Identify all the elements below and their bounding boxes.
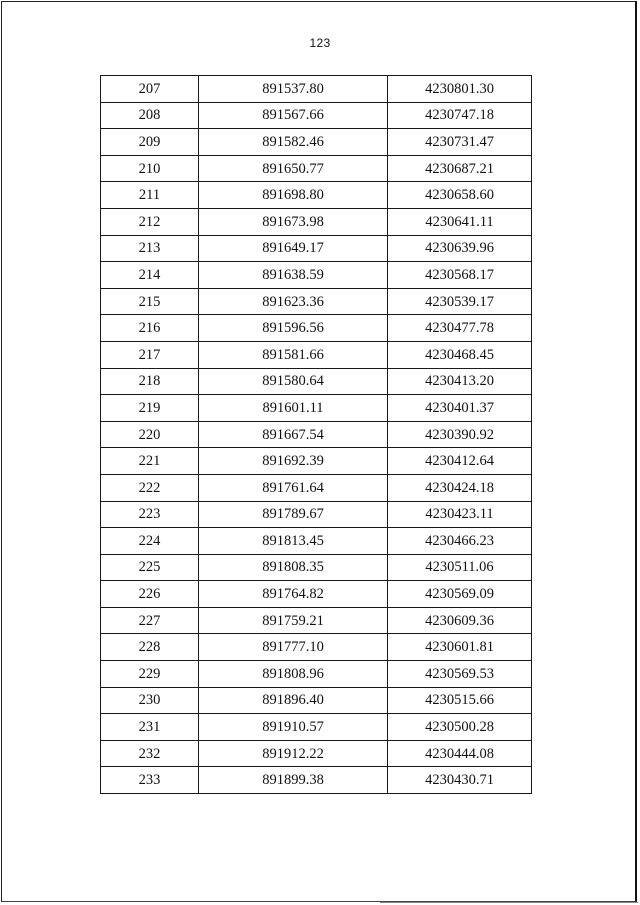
point-number-cell: 207 (101, 76, 199, 103)
x-coordinate-cell: 891761.64 (199, 474, 388, 501)
y-coordinate-cell: 4230430.71 (388, 767, 532, 794)
table-row (101, 76, 532, 103)
coordinates-table (100, 75, 532, 794)
x-coordinate-cell: 891777.10 (199, 634, 388, 661)
y-coordinate-cell: 4230413.20 (388, 368, 532, 395)
y-coordinate-cell: 4230390.92 (388, 421, 532, 448)
x-coordinate-cell: 891650.77 (199, 155, 388, 182)
table-row (101, 341, 532, 368)
x-coordinate-cell: 891567.66 (199, 102, 388, 129)
table-row (101, 607, 532, 634)
y-coordinate-cell: 4230539.17 (388, 288, 532, 315)
y-coordinate-cell: 4230609.36 (388, 607, 532, 634)
y-coordinate-cell: 4230424.18 (388, 474, 532, 501)
x-coordinate-cell: 891638.59 (199, 262, 388, 289)
x-coordinate-cell: 891692.39 (199, 448, 388, 475)
point-number-cell: 227 (101, 607, 199, 634)
table-row (101, 208, 532, 235)
x-coordinate-cell: 891813.45 (199, 528, 388, 555)
y-coordinate-cell: 4230401.37 (388, 395, 532, 422)
y-coordinate-cell: 4230601.81 (388, 634, 532, 661)
x-coordinate-cell: 891581.66 (199, 341, 388, 368)
y-coordinate-cell: 4230569.09 (388, 581, 532, 608)
table-row (101, 501, 532, 528)
point-number-cell: 213 (101, 235, 199, 262)
table-row (101, 554, 532, 581)
y-coordinate-cell: 4230639.96 (388, 235, 532, 262)
x-coordinate-cell: 891667.54 (199, 421, 388, 448)
point-number-cell: 220 (101, 421, 199, 448)
point-number-cell: 232 (101, 740, 199, 767)
coordinates-table-body (101, 76, 532, 794)
y-coordinate-cell: 4230477.78 (388, 315, 532, 342)
point-number-cell: 212 (101, 208, 199, 235)
point-number-cell: 233 (101, 767, 199, 794)
table-row (101, 155, 532, 182)
x-coordinate-cell: 891789.67 (199, 501, 388, 528)
table-row (101, 262, 532, 289)
point-number-cell: 228 (101, 634, 199, 661)
y-coordinate-cell: 4230468.45 (388, 341, 532, 368)
point-number-cell: 231 (101, 714, 199, 741)
x-coordinate-cell: 891580.64 (199, 368, 388, 395)
x-coordinate-cell: 891759.21 (199, 607, 388, 634)
x-coordinate-cell: 891912.22 (199, 740, 388, 767)
point-number-cell: 221 (101, 448, 199, 475)
table-row (101, 395, 532, 422)
point-number-cell: 222 (101, 474, 199, 501)
table-row (101, 634, 532, 661)
table-row (101, 528, 532, 555)
point-number-cell: 214 (101, 262, 199, 289)
point-number-cell: 226 (101, 581, 199, 608)
table-row (101, 474, 532, 501)
table-row (101, 102, 532, 129)
x-coordinate-cell: 891582.46 (199, 129, 388, 156)
x-coordinate-cell: 891896.40 (199, 687, 388, 714)
table-row (101, 767, 532, 794)
y-coordinate-cell: 4230466.23 (388, 528, 532, 555)
point-number-cell: 217 (101, 341, 199, 368)
point-number-cell: 215 (101, 288, 199, 315)
table-row (101, 368, 532, 395)
point-number-cell: 209 (101, 129, 199, 156)
point-number-cell: 208 (101, 102, 199, 129)
point-number-cell: 210 (101, 155, 199, 182)
y-coordinate-cell: 4230658.60 (388, 182, 532, 209)
table-row (101, 182, 532, 209)
point-number-cell: 218 (101, 368, 199, 395)
table-row (101, 687, 532, 714)
x-coordinate-cell: 891623.36 (199, 288, 388, 315)
point-number-cell: 219 (101, 395, 199, 422)
y-coordinate-cell: 4230731.47 (388, 129, 532, 156)
y-coordinate-cell: 4230444.08 (388, 740, 532, 767)
point-number-cell: 224 (101, 528, 199, 555)
y-coordinate-cell: 4230423.11 (388, 501, 532, 528)
table-row (101, 448, 532, 475)
point-number-cell: 223 (101, 501, 199, 528)
point-number-cell: 216 (101, 315, 199, 342)
point-number-cell: 211 (101, 182, 199, 209)
x-coordinate-cell: 891808.35 (199, 554, 388, 581)
x-coordinate-cell: 891899.38 (199, 767, 388, 794)
page-number: 123 (309, 36, 331, 50)
y-coordinate-cell: 4230569.53 (388, 661, 532, 688)
x-coordinate-cell: 891537.80 (199, 76, 388, 103)
y-coordinate-cell: 4230747.18 (388, 102, 532, 129)
y-coordinate-cell: 4230515.66 (388, 687, 532, 714)
table-row (101, 714, 532, 741)
table-row (101, 581, 532, 608)
x-coordinate-cell: 891910.57 (199, 714, 388, 741)
table-row (101, 288, 532, 315)
table-row (101, 421, 532, 448)
x-coordinate-cell: 891649.17 (199, 235, 388, 262)
y-coordinate-cell: 4230511.06 (388, 554, 532, 581)
y-coordinate-cell: 4230801.30 (388, 76, 532, 103)
y-coordinate-cell: 4230641.11 (388, 208, 532, 235)
y-coordinate-cell: 4230568.17 (388, 262, 532, 289)
y-coordinate-cell: 4230412.64 (388, 448, 532, 475)
point-number-cell: 230 (101, 687, 199, 714)
x-coordinate-cell: 891596.56 (199, 315, 388, 342)
x-coordinate-cell: 891673.98 (199, 208, 388, 235)
x-coordinate-cell: 891808.96 (199, 661, 388, 688)
x-coordinate-cell: 891698.80 (199, 182, 388, 209)
table-row (101, 315, 532, 342)
x-coordinate-cell: 891601.11 (199, 395, 388, 422)
y-coordinate-cell: 4230500.28 (388, 714, 532, 741)
table-row (101, 129, 532, 156)
point-number-cell: 225 (101, 554, 199, 581)
scan-edge-line (380, 902, 638, 903)
table-row (101, 661, 532, 688)
point-number-cell: 229 (101, 661, 199, 688)
table-row (101, 740, 532, 767)
y-coordinate-cell: 4230687.21 (388, 155, 532, 182)
table-row (101, 235, 532, 262)
x-coordinate-cell: 891764.82 (199, 581, 388, 608)
